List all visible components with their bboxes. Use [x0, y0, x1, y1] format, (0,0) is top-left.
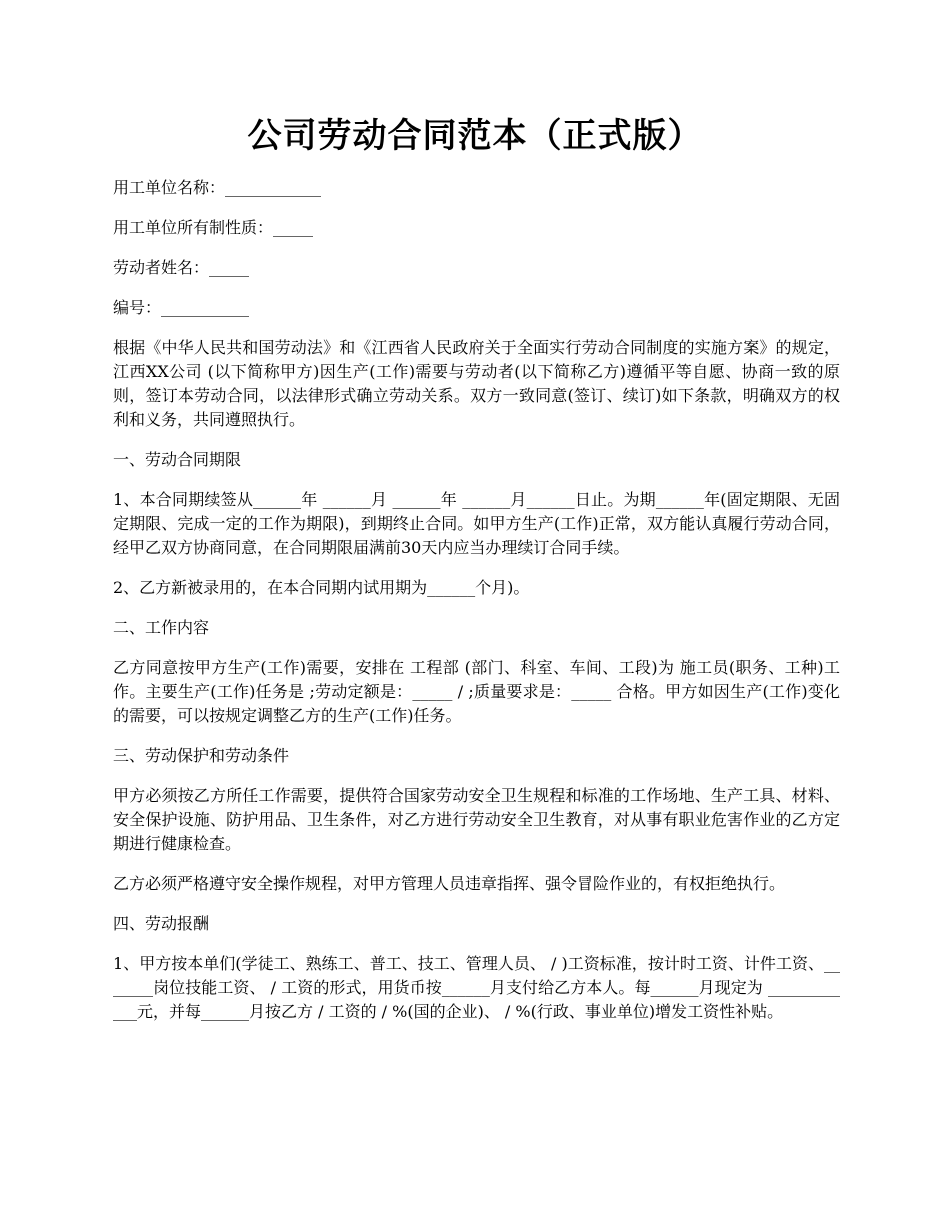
worker-name-field: 劳动者姓名：_____ [113, 258, 250, 277]
page-title: 公司劳动合同范本（正式版） [247, 116, 703, 156]
employer-name-field: 用工单位名称：____________ [113, 178, 322, 197]
section-heading-labor-protection: 三、劳动保护和劳动条件 [113, 746, 290, 765]
section-heading-term: 一、劳动合同期限 [113, 450, 242, 469]
section-labor-protection-paragraph-2: 乙方必须严格遵守安全操作规程，对甲方管理人员违章指挥、强令冒险作业的，有权拒绝执行。 [113, 874, 786, 893]
section-remuneration-paragraph-1: 1、甲方按本单们(学徒工、熟练工、普工、技工、管理人员、 / )工资标准，按计时工资、计件工资、_______岗位技能工资、 / 工资的形式，用货币按______月支付给乙方本人。每______月现定为 ____________元，并每______月按乙方 / 工资的 / %(国的企业)、 / %(行政、事业单位)增发工资性补贴。 [113, 954, 840, 1021]
contract-number-field: 编号：___________ [113, 298, 250, 317]
section-heading-remuneration: 四、劳动报酬 [113, 914, 210, 933]
document-body [113, 176, 840, 1040]
employer-ownership-field: 用工单位所有制性质：_____ [113, 218, 314, 237]
section-term-paragraph-2: 2、乙方新被录用的，在本合同期内试用期为______个月)。 [113, 578, 530, 597]
intro-paragraph: 根据《中华人民共和国劳动法》和《江西省人民政府关于全面实行劳动合同制度的实施方案》的规定， 江西XX公司 (以下简称甲方)因生产(工作)需要与劳动者(以下简称乙方)遵循平等自愿、协商一致的原则，签订本劳动合同，以法律形式确立劳动关系。双方一致同意(签订、续订)如下条款，明确双方的权利和义务，共同遵照执行。 [113, 338, 840, 429]
section-labor-protection-paragraph-1: 甲方必须按乙方所任工作需要，提供符合国家劳动安全卫生规程和标准的工作场地、生产工具、材料、安全保护设施、防护用品、卫生条件，对乙方进行劳动安全卫生教育，对从事有职业危害作业的乙方定期进行健康检查。 [113, 786, 840, 853]
section-term-paragraph-1: 1、本合同期续签从______年 ______月 ______年 ______月______日止。为期______年(固定期限、无固定期限、完成一定的工作为期限)，到期终止合同。如甲方生产(工作)正常，双方能认真履行劳动合同，经甲乙双方协商同意，在合同期限届满前30天内应当办理续订合同手续。 [113, 490, 840, 557]
section-heading-work-content: 二、工作内容 [113, 618, 210, 637]
section-work-content-paragraph-1: 乙方同意按甲方生产(工作)需要，安排在 工程部 (部门、科室、车间、工段)为 施工员(职务、工种)工作。主要生产(工作)任务是 ;劳动定额是：_____ / ;质量要求是：_____ 合格。甲方如因生产(工作)变化的需要，可以按规定调整乙方的生产(工作)任务。 [113, 658, 840, 725]
